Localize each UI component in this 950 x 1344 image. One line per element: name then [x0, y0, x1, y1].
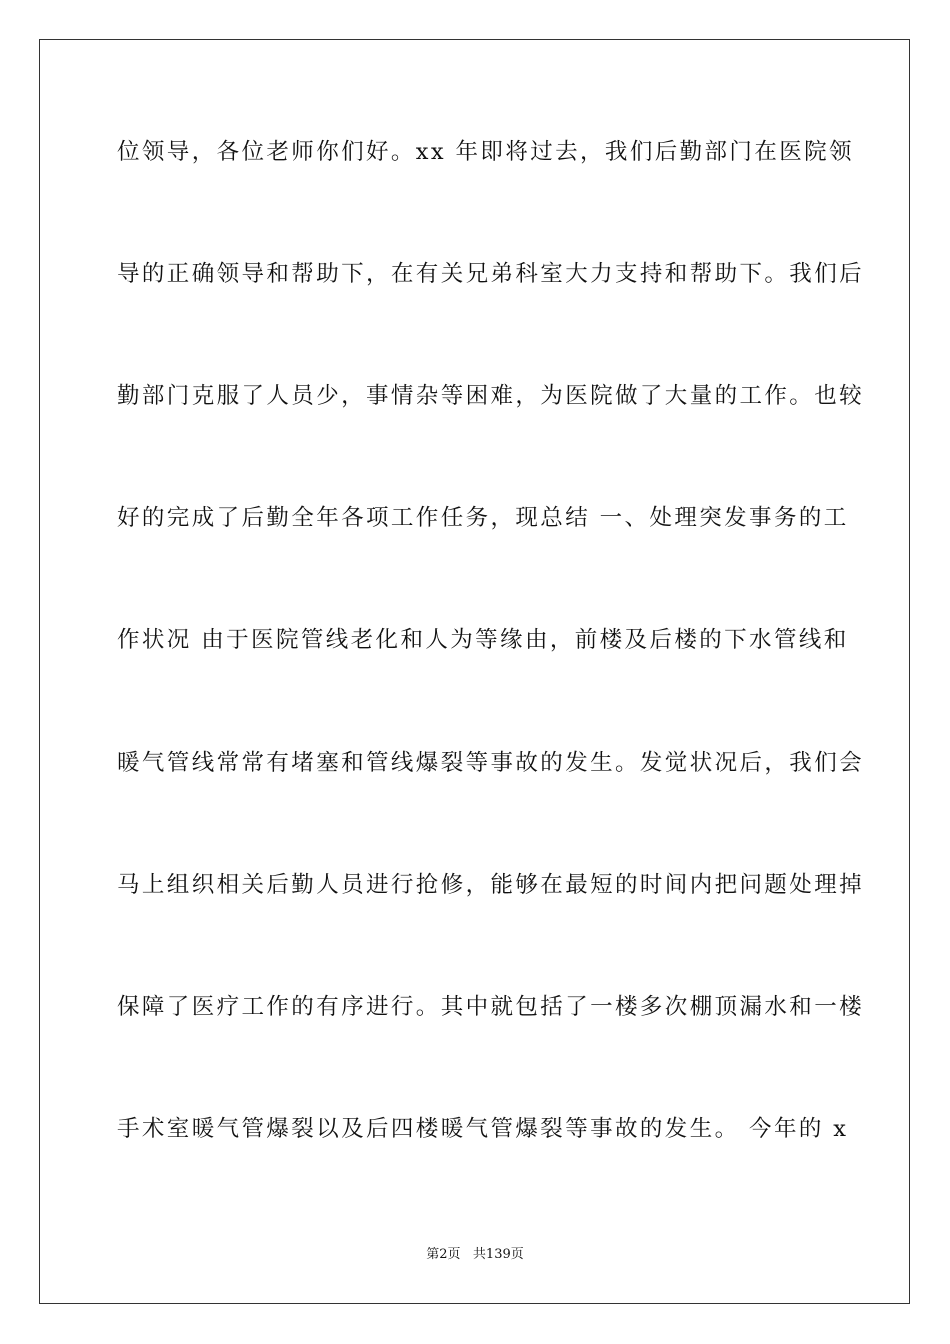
body-text-line-9: 手术室暖气管爆裂以及后四楼暖气管爆裂等事故的发生。 今年的 x	[117, 1116, 849, 1142]
body-text-line-8: 保障了医疗工作的有序进行。其中就包括了一楼多次棚顶漏水和一楼	[117, 994, 865, 1020]
body-text-line-2: 导的正确领导和帮助下，在有关兄弟科室大力支持和帮助下。我们后	[117, 261, 865, 287]
body-text-line-4: 好的完成了后勤全年各项工作任务，现总结 一、处理突发事务的工	[117, 505, 849, 531]
body-text-line-1: 位领导，各位老师你们好。xx 年即将过去，我们后勤部门在医院领	[117, 139, 854, 165]
body-text-line-7: 马上组织相关后勤人员进行抢修，能够在最短的时间内把问题处理掉	[117, 872, 865, 898]
body-text-line-3: 勤部门克服了人员少，事情杂等困难，为医院做了大量的工作。也较	[117, 383, 865, 409]
page-number-footer: 第2页 共139页	[426, 1247, 524, 1262]
body-text-line-6: 暖气管线常常有堵塞和管线爆裂等事故的发生。发觉状况后，我们会	[117, 750, 865, 776]
body-text-line-5: 作状况 由于医院管线老化和人为等缘由，前楼及后楼的下水管线和	[117, 627, 849, 653]
